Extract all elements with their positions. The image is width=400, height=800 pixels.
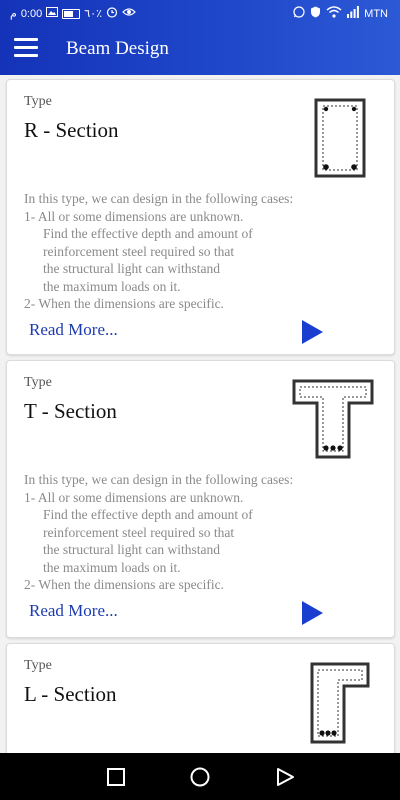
back-icon[interactable]	[274, 766, 296, 788]
status-left	[10, 6, 136, 21]
carrier-label: MTN	[364, 7, 388, 20]
status-right	[293, 6, 388, 21]
desc-line: Find the effective depth and amount of	[43, 507, 253, 522]
whatsapp-icon	[293, 6, 305, 21]
card-t-section[interactable]	[6, 360, 395, 638]
l-section-diagram-icon	[310, 662, 370, 749]
desc-line: reinforcement steel required so that	[43, 243, 235, 259]
desc-line: 1- All or some dimensions are unknown.	[24, 489, 244, 505]
desc-line: the maximum loads on it.	[43, 559, 181, 575]
desc-line: In this type, we can design in the following cases:	[24, 472, 294, 487]
eye-icon	[122, 7, 136, 20]
desc-line: Find the effective depth and amount of	[43, 226, 253, 241]
card-type-label: Type	[24, 375, 52, 390]
desc-line: 2- When the dimensions are specific.	[24, 577, 224, 592]
desc-line: the structural light can withstand	[43, 261, 220, 276]
am-pm-label: م	[10, 8, 17, 20]
shield-icon	[310, 6, 321, 21]
battery-percent: ٦٠٪	[84, 8, 102, 20]
card-description	[24, 471, 334, 594]
status-bar	[0, 0, 400, 26]
clock: 0:00	[20, 7, 43, 20]
battery-icon	[62, 9, 80, 19]
card-type-label: Type	[24, 94, 52, 109]
card-title: T - Section	[24, 399, 117, 423]
desc-line: the maximum loads on it.	[43, 278, 181, 294]
desc-line: 2- When the dimensions are specific.	[24, 296, 224, 311]
recent-apps-icon[interactable]	[105, 766, 127, 788]
card-title: L - Section	[24, 682, 117, 706]
r-section-diagram-icon	[314, 98, 366, 183]
hamburger-icon[interactable]	[14, 38, 40, 60]
desc-line: the structural light can withstand	[43, 542, 220, 557]
play-icon[interactable]	[300, 319, 326, 345]
card-l-section[interactable]	[6, 643, 395, 753]
read-more-link[interactable]: Read More...	[29, 320, 118, 339]
card-r-section[interactable]	[6, 79, 395, 355]
card-type-label: Type	[24, 658, 52, 673]
read-more-link[interactable]: Read More...	[29, 601, 118, 620]
play-icon[interactable]	[300, 600, 326, 626]
home-icon[interactable]	[189, 766, 211, 788]
desc-line: In this type, we can design in the following cases:	[24, 191, 294, 206]
desc-line: reinforcement steel required so that	[43, 524, 235, 540]
signal-icon	[347, 6, 359, 21]
app-title: Beam Design	[66, 38, 169, 59]
app-bar	[0, 26, 400, 75]
wifi-icon	[326, 6, 342, 21]
desc-line: 1- All or some dimensions are unknown.	[24, 208, 244, 224]
alarm-icon	[106, 6, 118, 21]
image-icon	[46, 7, 58, 20]
card-description	[24, 190, 334, 313]
card-list[interactable]	[0, 75, 400, 753]
navigation-bar	[0, 753, 400, 800]
card-title: R - Section	[24, 118, 119, 142]
t-section-diagram-icon	[292, 379, 374, 464]
